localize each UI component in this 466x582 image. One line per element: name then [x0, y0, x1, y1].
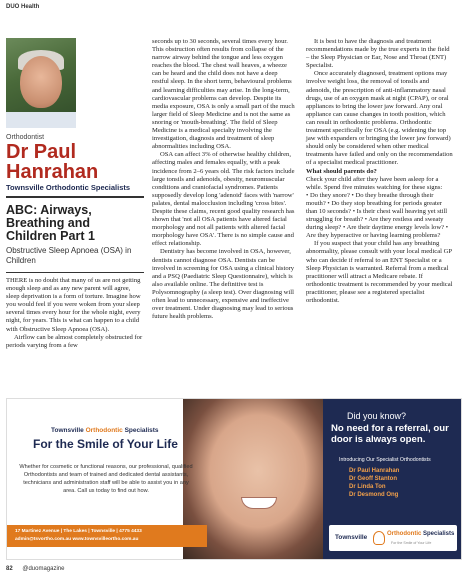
divider [6, 272, 144, 273]
author-photo-face [20, 56, 62, 108]
advertisement[interactable] [6, 398, 462, 560]
ad-doctor: Dr Linda Ton [349, 484, 386, 490]
paragraph: Dentistry has become involved in OSA, however, dentists cannot diagnose OSA. Dentists can be involved in screening for OSA using a clinical history and a PSQ (Paediatric Sleep Questionnaire), which is also available online. The definitive test is Polysomnography (a sleep test). Over diagnosing will often lead to unnecessary, expensive and ineffective over treatment. Under diagnosing may lead to serious future health problems. [152, 248, 295, 321]
divider [6, 196, 144, 198]
ad-ortho-word: Orthodontic [85, 427, 123, 434]
paragraph: OSA can affect 3% of otherwise healthy children, affecting males and females equally, with a peak incidence from 2–6 years old. The risk factors include large tonsils and adenoids, obesity, neuromuscular conditions and craniofacial syndromes. Patients supposedly develop long 'adenoid' faces with 'narrow' palates, dental malocclusion including 'cross bites'. Despite these claims, recent good quality research has shown that 'not all OSA patients have altered facial morphology and not all patients with altered facial morphology have OSA'. There is no simple cause and effect relationship. [152, 151, 295, 248]
author-photo [6, 38, 76, 128]
section-heading: What should parents do? [306, 167, 377, 175]
author-name-line1: Dr Paul [6, 141, 77, 163]
paragraph: Check your child after they have been asleep for a while. Spend five minutes watching for these signs: [306, 175, 443, 191]
ad-headline: For the Smile of Your Life [33, 437, 178, 451]
ad-doctor: Dr Paul Hanrahan [349, 468, 400, 474]
author-role: Orthodontist [6, 134, 45, 141]
page-number: 82 [6, 566, 13, 572]
page-footer [6, 566, 64, 572]
ad-left-panel [7, 399, 207, 559]
article-subtitle: Obstructive Sleep Apnoea (OSA) in Children [6, 246, 132, 265]
paragraph: seconds up to 30 seconds, several times every hour. This obstruction often results from collapse of the narrow airway behind the tongue and less oxygen reaches the blood. The chest wall heaves, a wheeze can be heard and the child does not have a deep restful sleep. In the short term, behavioural problems and learning difficulties may arise. In the long-term, cardiovascular problems can develop. Despite its media exposure, OSA is only a small part of the much larger field of Sleep Medicine and is not the same as snoring or 'mouth-breathing'. The field of Sleep Medicine is a medical specialty involving the investigation, diagnosis and treatment of sleep abnormalities including OSA. [152, 38, 295, 151]
ad-contact-address: 17 Martinez Avenue | The Lakes | Townsville | 4775 4433 [15, 529, 142, 534]
article-column-2 [152, 38, 296, 321]
ad-body-text: Whether for cosmetic or functional reasons, our professional, qualified Orthodontists and team of trained and dedicated dental assistants, technicians and administration staff will be able to assist you in any area. Call us today to find out how. [19, 464, 193, 494]
paragraph: THERE is no doubt that many of us are not getting enough sleep and as any new parent will agree, sleep deprivation is a form of torture. Imagine how you would feel if you were woken from your sleep several times every hour for the whole night, every night, for years. This is what can happen to a child with Obstructive Sleep Apnoea (OSA). [6, 277, 141, 333]
article-title: ABC: Airways, Breathing and Children Part 1 [6, 203, 95, 243]
ad-brand-word: Townsville [51, 427, 84, 434]
ad-intro: Introducing Our Specialist Orthodontists [339, 457, 431, 463]
ad-logo-tagline: For the Smile of Your Life [391, 541, 432, 545]
ad-doctor: Dr Geoff Stanton [349, 476, 397, 482]
ad-logo [329, 525, 457, 551]
author-name-line2: Hanrahan [6, 161, 99, 183]
ad-logo-town: Townsville [335, 534, 368, 541]
ad-contact-web[interactable]: admin@tsvortho.com.au www.townsvilleortho.com.au [15, 537, 139, 542]
tooth-logo-icon [373, 531, 385, 545]
ad-brand-line [51, 427, 159, 434]
ad-specialists-word: Specialists [124, 427, 159, 434]
signs-list: • Do they snore? • Do they breathe through their mouth? • Do they stop breathing for periods greater than 10 seconds? • Is their chest wall heaving yet still struggling for breath? • Are they restless and sweaty during sleep? • Are their daytime energy levels low? • Are they hyperactive or having learning problems? [306, 191, 449, 240]
ad-photo-smile [241, 497, 277, 509]
article-column-3 [306, 38, 454, 305]
paragraph: Airflow can be almost completely obstructed for periods varying from a few [6, 333, 143, 349]
ad-did-you-know: Did you know? [347, 411, 407, 421]
ad-right-panel [323, 399, 461, 559]
author-practice: Townsville Orthodontic Specialists [6, 183, 131, 192]
paragraph: If you suspect that your child has any breathing abnormality, please consult with your local medical GP who can decide if referral to an ENT Specialist or a Sleep Physician is warranted. Referral from a medical practitioner will attract a Medicare rebate. If orthodontic treatment is recommended by your medical practitioner, please see a registered specialist orthodontist. [306, 240, 453, 304]
article-column-1 [6, 38, 144, 350]
paragraph: Once accurately diagnosed, treatment options may involve weight loss, the removal of tonsils and adenoids, the prescription of anti-inflammatory nasal drugs, use of an oxygen mask at night (CPAP), or oral appliances to bring the lower jaw forward. Any oral appliance can cause changes in tooth position, which can result in orthodontic problems. Orthodontic treatment specifically for OSA (e.g. widening the top jaw with expanders or bringing the lower jaw forward) should only be considered when other medical treatments have failed and only on the recommendation of a specialist medical practitioner. [306, 70, 453, 167]
magazine-handle: @duomagazine [22, 566, 65, 572]
ad-doctor: Dr Desmond Ong [349, 492, 399, 498]
ad-cta: No need for a referral, our door is always open. [331, 423, 449, 445]
author-photo-shirt [6, 112, 76, 128]
paragraph: It is best to have the diagnosis and treatment recommendations made by the true experts in the field – the Sleep Physician or Ear, Nose and Throat (ENT) Specialist. [306, 38, 450, 70]
ad-doctor-list [349, 467, 399, 499]
ad-contact-bar[interactable] [7, 525, 207, 547]
section-header: DUO Health [6, 4, 40, 10]
ad-logo-name: Orthodontic Specialists [387, 531, 455, 537]
